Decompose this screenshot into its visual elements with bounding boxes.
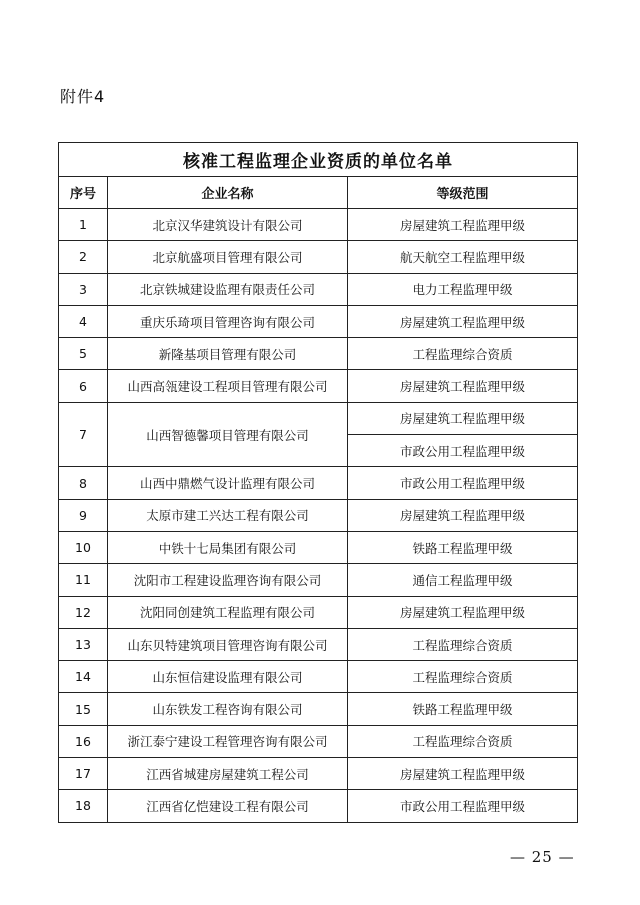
grade-scope: 航天航空工程监理甲级: [348, 241, 578, 273]
grade-scope: 工程监理综合资质: [348, 338, 578, 370]
company-name: 新隆基项目管理有限公司: [108, 338, 348, 370]
company-name: 山东恒信建设监理有限公司: [108, 661, 348, 693]
row-number: 3: [59, 273, 108, 305]
row-number: 15: [59, 693, 108, 725]
table-row: [59, 628, 578, 660]
row-number: 10: [59, 531, 108, 563]
grade-scope: 房屋建筑工程监理甲级: [348, 499, 578, 531]
grade-scope: 市政公用工程监理甲级: [348, 467, 578, 499]
company-name: 北京航盛项目管理有限公司: [108, 241, 348, 273]
row-number: 8: [59, 467, 108, 499]
table-row: [59, 499, 578, 531]
row-number: 9: [59, 499, 108, 531]
grade-scope: 工程监理综合资质: [348, 628, 578, 660]
table-row: [59, 693, 578, 725]
company-name: 重庆乐琦项目管理咨询有限公司: [108, 305, 348, 337]
row-number: 2: [59, 241, 108, 273]
company-name: 山西智德馨项目管理有限公司: [108, 402, 348, 467]
company-name: 江西省城建房屋建筑工程公司: [108, 758, 348, 790]
grade-scope: 市政公用工程监理甲级: [348, 790, 578, 822]
table-row: [59, 596, 578, 628]
table-row: [59, 402, 578, 434]
row-number: 12: [59, 596, 108, 628]
header-grade-scope: 等级范围: [348, 177, 578, 209]
grade-scope: 房屋建筑工程监理甲级: [348, 370, 578, 402]
grade-scope: 铁路工程监理甲级: [348, 693, 578, 725]
company-name: 江西省亿恺建设工程有限公司: [108, 790, 348, 822]
company-name: 山西高瓴建设工程项目管理有限公司: [108, 370, 348, 402]
table-row: [59, 467, 578, 499]
table-row: [59, 758, 578, 790]
table-row: [59, 241, 578, 273]
table-body: [59, 209, 578, 823]
row-number: 16: [59, 725, 108, 757]
grade-scope: 房屋建筑工程监理甲级: [348, 758, 578, 790]
grade-scope: 市政公用工程监理甲级: [348, 435, 578, 467]
table-row: [59, 273, 578, 305]
row-number: 17: [59, 758, 108, 790]
company-name: 中铁十七局集团有限公司: [108, 531, 348, 563]
qualification-table: [58, 142, 578, 823]
grade-scope: 电力工程监理甲级: [348, 273, 578, 305]
row-number: 18: [59, 790, 108, 822]
company-name: 太原市建工兴达工程有限公司: [108, 499, 348, 531]
table-row: [59, 531, 578, 563]
company-name: 山东铁发工程咨询有限公司: [108, 693, 348, 725]
grade-scope: 工程监理综合资质: [348, 725, 578, 757]
row-number: 13: [59, 628, 108, 660]
row-number: 1: [59, 209, 108, 241]
table-row: [59, 305, 578, 337]
company-name: 山东贝特建筑项目管理咨询有限公司: [108, 628, 348, 660]
table-row: [59, 370, 578, 402]
table-row: [59, 725, 578, 757]
grade-scope: 房屋建筑工程监理甲级: [348, 209, 578, 241]
table-title: 核准工程监理企业资质的单位名单: [59, 143, 578, 177]
company-name: 沈阳市工程建设监理咨询有限公司: [108, 564, 348, 596]
header-no: 序号: [59, 177, 108, 209]
table-row: [59, 790, 578, 822]
grade-scope: 通信工程监理甲级: [348, 564, 578, 596]
header-company-name: 企业名称: [108, 177, 348, 209]
attachment-label: 附件4: [60, 87, 106, 106]
company-name: 山西中鼎燃气设计监理有限公司: [108, 467, 348, 499]
grade-scope: 工程监理综合资质: [348, 661, 578, 693]
grade-scope: 房屋建筑工程监理甲级: [348, 305, 578, 337]
company-name: 北京铁城建设监理有限责任公司: [108, 273, 348, 305]
grade-scope: 房屋建筑工程监理甲级: [348, 596, 578, 628]
table-row: [59, 661, 578, 693]
row-number: 5: [59, 338, 108, 370]
row-number: 6: [59, 370, 108, 402]
table-row: [59, 338, 578, 370]
company-name: 沈阳同创建筑工程监理有限公司: [108, 596, 348, 628]
grade-scope: 铁路工程监理甲级: [348, 531, 578, 563]
table-row: [59, 209, 578, 241]
row-number: 4: [59, 305, 108, 337]
grade-scope: 房屋建筑工程监理甲级: [348, 402, 578, 434]
table-row: [59, 564, 578, 596]
row-number: 7: [59, 402, 108, 467]
company-name: 浙江泰宁建设工程管理咨询有限公司: [108, 725, 348, 757]
company-name: 北京汉华建筑设计有限公司: [108, 209, 348, 241]
row-number: 11: [59, 564, 108, 596]
page-number: — 25 —: [510, 848, 575, 866]
row-number: 14: [59, 661, 108, 693]
